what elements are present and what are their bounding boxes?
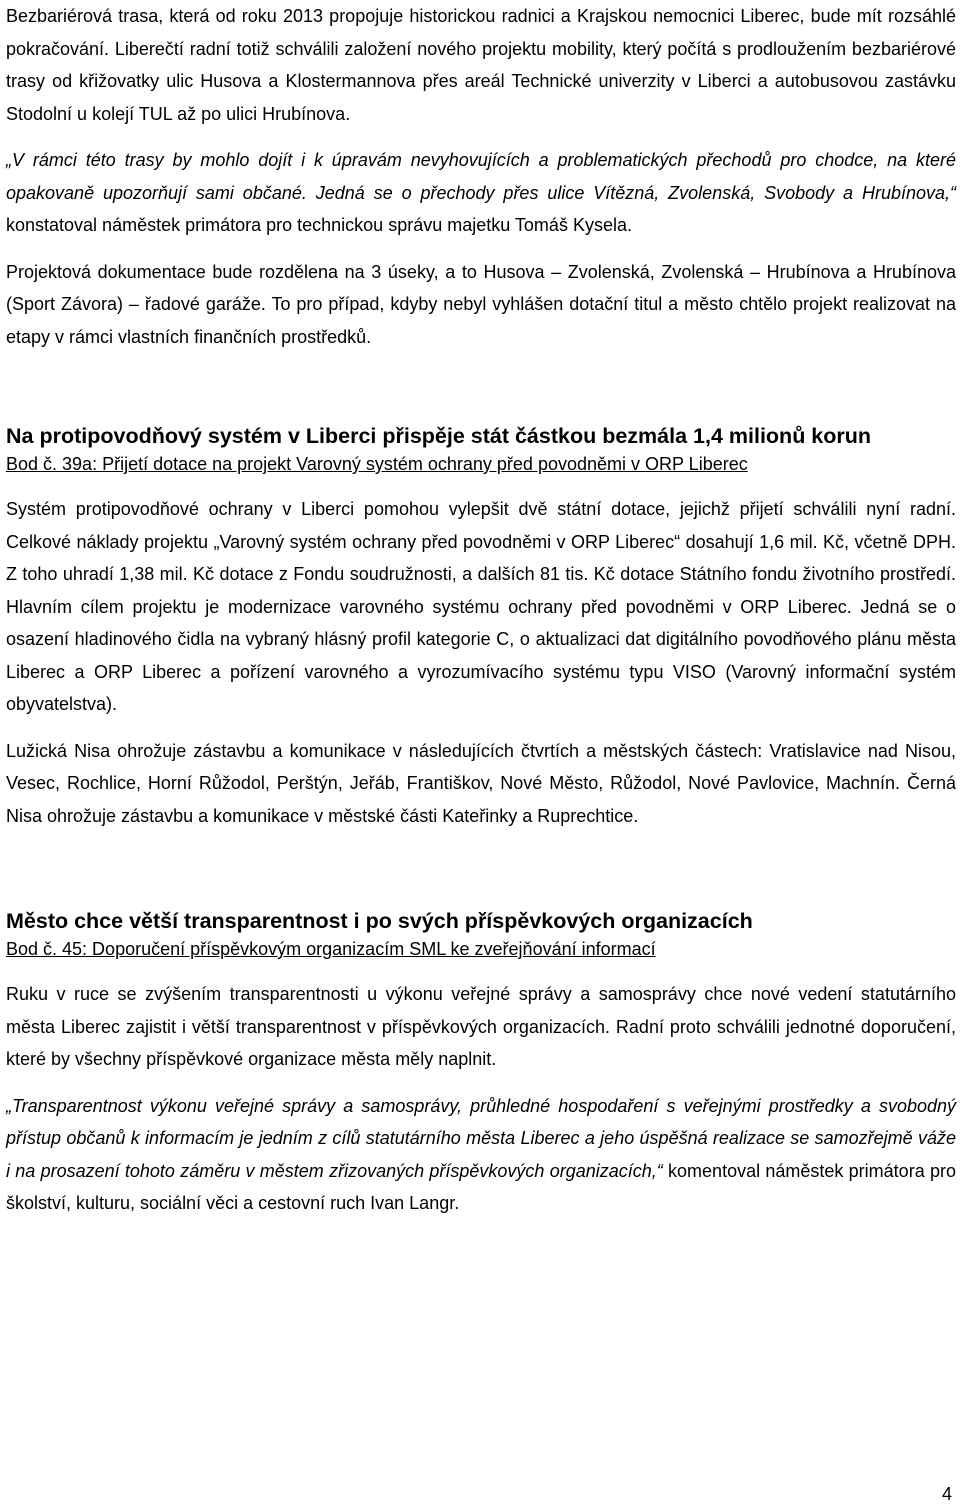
quote-text: „Transparentnost výkonu veřejné správy a samosprávy, průhledné hospodaření s veřejnými prostředky a svobodný přístup občanů k informacím je jedním z cílů statutárního města Liberec a jeho úspěšná realizace se samozřejmě váže i na prosazení tohoto záměru v městem zřizovaných příspěvkových organizacích,“ <box>6 1095 956 1181</box>
attribution-text: komentoval náměstek primátora pro školství, kulturu, sociální věci a cestovní ruch Ivan Langr. <box>6 1160 956 1213</box>
article2-heading: Na protipovodňový systém v Liberci přispěje stát částkou bezmála 1,4 milionů korun <box>6 424 872 448</box>
article2-paragraph-2: Lužická Nisa ohrožuje zástavbu a komunikace v následujících čtvrtích a městských částech: Vratislavice nad Nisou, Vesec, Rochlice, Horní Růžodol, Perštýn, Jeřáb, Františkov, Nové Město, Růžodol, Nové Pavlovice, Machnín. Černá Nisa ohrožuje zástavbu a komunikace v městské části Kateřinky a Ruprechtice. <box>6 740 956 826</box>
article3-paragraph-1: Ruku v ruce se zvýšením transparentnosti u výkonu veřejné správy a samosprávy chce nové vedení statutárního města Liberec zajistit i větší transparentnost v příspěvkových organizacích. Radní proto schválili jednotné doporučení, které by všechny příspěvkové organizace města měly naplnit. <box>6 984 956 1069</box>
article1-paragraph-3: Projektová dokumentace bude rozdělena na 3 úseky, a to Husova – Zvolenská, Zvolenská – Hrubínova a Hrubínova (Sport Závora) – řadové garáže. To pro případ, kdyby nebyl vyhlášen dotační titul a město chtělo projekt realizovat na etapy v rámci vlastních finančních prostředků. <box>6 261 956 347</box>
page-number: 4 <box>941 1484 952 1504</box>
article1-paragraph-2 <box>6 144 956 242</box>
article3-paragraph-2 <box>6 1090 956 1220</box>
quote-text: „V rámci této trasy by mohlo dojít i k úpravám nevyhovujících a problematických přechodů pro chodce, na které opakovaně upozorňují sami občané. Jedná se o přechody přes ulice Vítězná, Zvolenská, Svobody a Hrubínova,“ <box>6 150 956 203</box>
article3-agenda-item: Bod č. 45: Doporučení příspěvkovým organizacím SML ke zveřejňování informací <box>6 939 656 959</box>
attribution-text: konstatoval náměstek primátora pro technickou správu majetku Tomáš Kysela. <box>6 215 632 235</box>
article3-heading: Město chce větší transparentnost i po svých příspěvkových organizacích <box>6 909 753 933</box>
article2-paragraph-1: Systém protipovodňové ochrany v Liberci pomohou vylepšit dvě státní dotace, jejichž přijetí schválili nyní radní. Celkové náklady projektu „Varovný systém ochrany před povodněmi v ORP Liberec“ dosahují 1,6 mil. Kč, včetně DPH. Z toho uhradí 1,38 mil. Kč dotace z Fondu soudružnosti, a dalších 81 tis. Kč dotace Státního fondu životního prostředí. Hlavním cílem projektu je modernizace varovného systému ochrany před povodněmi v ORP Liberec. Jedná se o osazení hladinového čidla na vybraný hlásný profil kategorie C, o aktualizaci dat digitálního povodňového plánu města Liberec a ORP Liberec a pořízení varovného a vyrozumívacího systému typu VISO (Varovný informační systém obyvatelstva). <box>6 499 956 714</box>
article1-paragraph-1: Bezbariérová trasa, která od roku 2013 propojuje historickou radnici a Krajskou nemocnici Liberec, bude mít rozsáhlé pokračování. Liberečtí radní totiž schválili založení nového projektu mobility, který počítá s prodloužením bezbariérové trasy od křižovatky ulic Husova a Klostermannova přes areál Technické univerzity v Liberci a autobusovou zastávku Stodolní u kolejí TUL až po ulici Hrubínova. <box>6 6 956 124</box>
document-page <box>6 0 956 1220</box>
article2-agenda-item: Bod č. 39a: Přijetí dotace na projekt Varovný systém ochrany před povodněmi v ORP Liberec <box>6 454 748 474</box>
